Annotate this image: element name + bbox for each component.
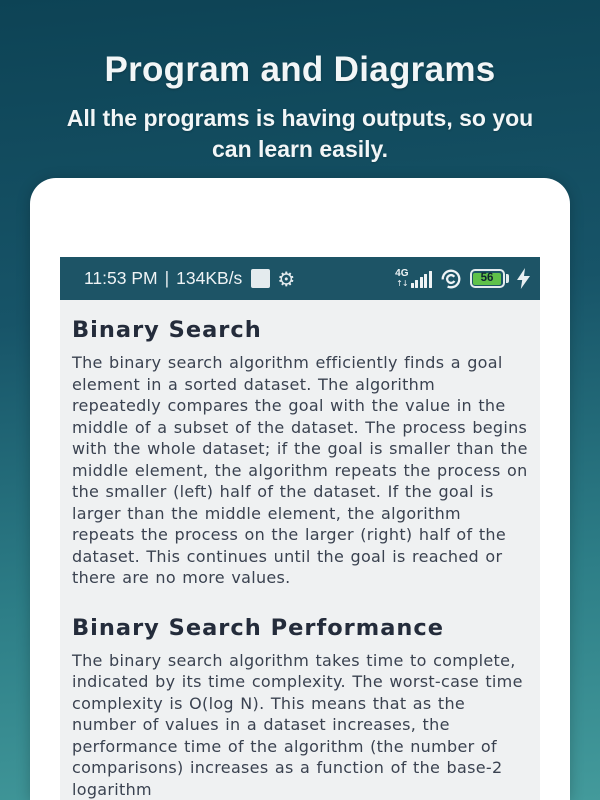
volte-circle-icon xyxy=(440,268,462,290)
section-heading: Binary Search Performance xyxy=(72,614,445,641)
data-arrows-icon: ↑↓ xyxy=(396,279,408,288)
hero-header xyxy=(0,0,600,165)
article-content xyxy=(60,300,540,800)
status-bar xyxy=(60,257,540,300)
battery-indicator xyxy=(470,269,510,288)
charging-bolt-icon xyxy=(517,268,530,289)
network-speed-text: 134KB/s xyxy=(176,268,243,288)
section-heading: Binary Search xyxy=(72,317,262,343)
clock-text: 11:53 PM xyxy=(84,268,158,288)
article-section xyxy=(72,317,528,589)
section-body: The binary search algorithm takes time to complete, indicated by its time complexity. The worst-case time complexity is O(log N). This means that as the number of values in a dataset increases, the performance time of the algorithm (the number of comparisons) increases as a function of the base-2 logarithm xyxy=(72,650,523,799)
settings-gear-icon: ⚙ xyxy=(277,266,296,291)
phone-screen xyxy=(60,257,540,800)
status-right-group xyxy=(395,268,530,290)
status-left-group xyxy=(84,268,295,289)
network-type-label: 4G xyxy=(395,268,409,279)
section-body: The binary search algorithm efficiently finds a goal element in a sorted dataset. The algorithm repeatedly compares the goal with the value in the middle of a subset of the dataset. The process begins with the whole dataset; if the goal is smaller than the middle element, the algorithm repeats the process on the smaller (left) half of the dataset. If the goal is larger than the middle element, the algorithm repeats the process on the larger (right) half of the dataset. This continues until the goal is reached or there are no more values. xyxy=(72,353,528,587)
signal-4g-icon xyxy=(395,269,431,288)
battery-percent-label: 56 xyxy=(473,273,501,285)
signal-bars-icon xyxy=(411,271,432,288)
page-subtitle: All the programs is having outputs, so you can learn easily. xyxy=(66,105,534,162)
article-section xyxy=(72,615,528,800)
screenshot-card xyxy=(30,178,570,800)
separator: | xyxy=(164,268,170,288)
page-title: Program and Diagrams xyxy=(104,50,496,89)
screenshot-square-icon xyxy=(251,269,270,288)
